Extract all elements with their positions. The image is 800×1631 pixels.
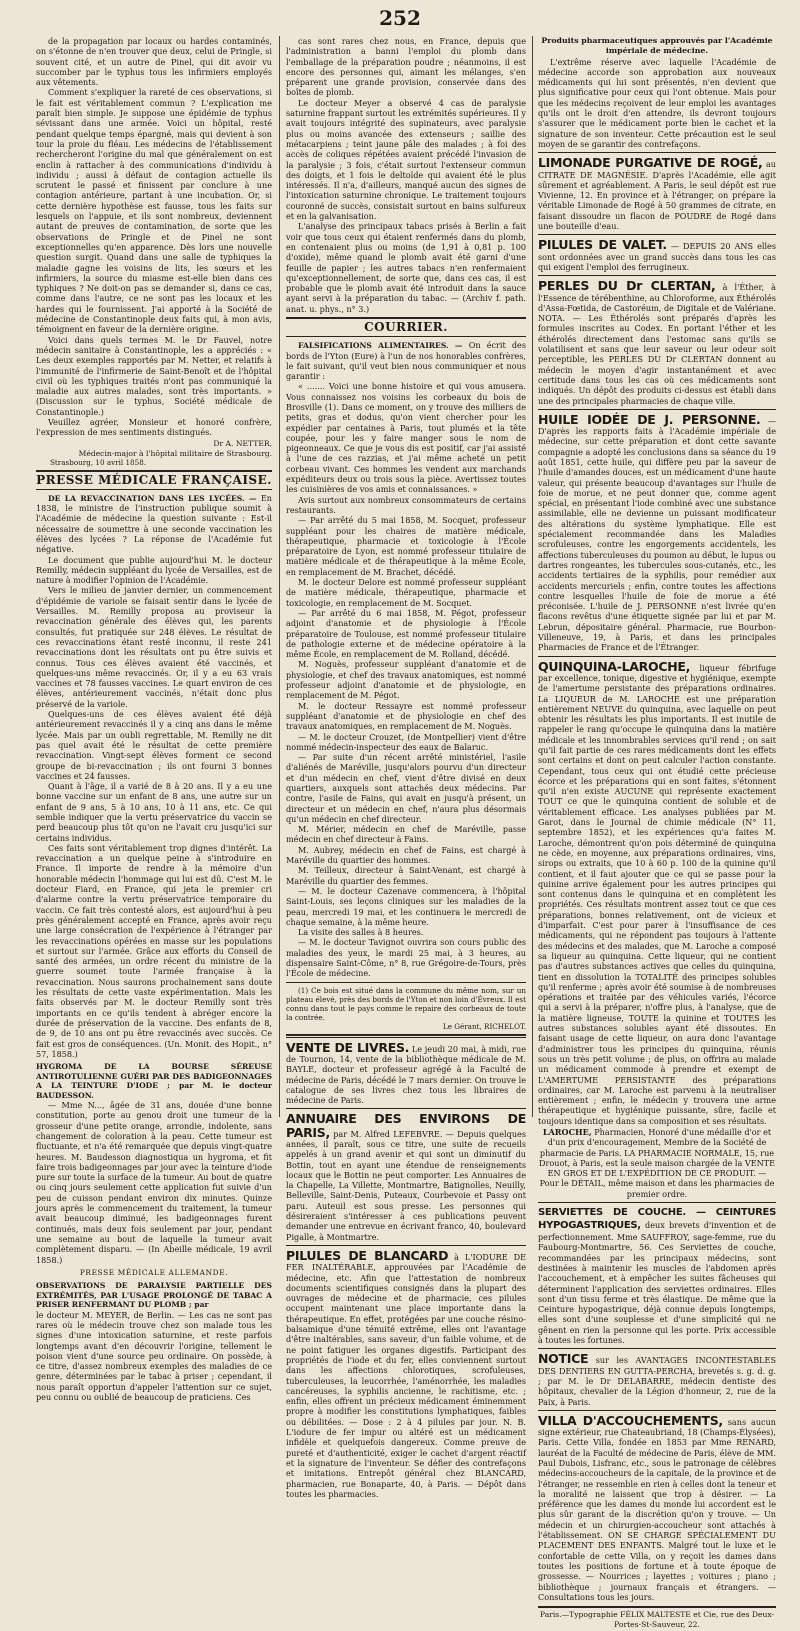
paragraph: M. le docteur Ressayre est nommé professeur suppléant d'anatomie et de physiologie en chef des travaux anatomiques, en remplacement de M. Noguès. <box>286 700 526 732</box>
paragraph: le docteur M. MEYER, de Berlin. — Les cas ne sont pas rares où le médecin trouve chez son malade tous les signes d'une intoxication saturnine, et reste parfois longtemps avant d'en découvrir l'origine, tellement le poison vient d'une source peu ordinaire. On possède, à ce titre, d'assez nombreux exemples des maladies de ce genre, déterminées par le tabac à priser ; cependant, il nous paraît opportun d'appeler l'attention sur ce sujet, peu connu ou oublié de beaucoup de praticiens. Ces <box>36 1309 272 1403</box>
paragraph: — M. le docteur Cazenave commencera, à l'hôpital Saint-Louis, ses leçons cliniques sur les maladies de la peau, mercredi 19 mai, et les continuera le mercredi de chaque semaine, à la même heure. <box>286 885 526 927</box>
page-number: 252 <box>379 6 421 30</box>
ad-huile-iodee <box>538 413 776 653</box>
ad-body: deux brevets d'invention et de perfectionnement. Mme SAUFFROY, sage-femme, rue du Faubourg-Montmartre, 56. Ces Serviettes de couche, recommandées par les principaux médecins, sont destinées à maintenir les muscles de l'abdomen après l'accouchement, et à empêcher les suites fâcheuses qui déterminent l'application des serviettes ordinaires. Elles sont d'un tissu ferme et très élastique. De même que la Ceinture hypogastrique, déjà connue depuis longtemps, elles sont d'une souplesse et d'une simplicité qui ne gênent en rien la personne qui les porte. Prix accessible à toutes les fortunes. <box>538 1220 777 1346</box>
observations-heading: OBSERVATIONS DE PARALYSIE PARTIELLE DES EXTRÉMITÉS, PAR L'USAGE PROLONGÉ DE TABAC A PRISER RENFERMANT DU PLOMB ; par <box>36 1281 272 1310</box>
middle-column <box>286 36 527 1499</box>
ad-heading: VENTE DE LIVRES. <box>286 1039 410 1055</box>
ad-quinquina-laroche <box>538 660 776 1126</box>
divider <box>538 152 776 153</box>
column-rule-left <box>279 36 280 1117</box>
footnote: (1) Ce bois est situé dans la commune du même nom, sur un plateau élevé, près des bords de l'Yton et non loin d'Évreux. Il est connu dans tout le pays comme le repaire des corbeaux de toute la contrée. <box>286 985 526 1022</box>
divider <box>538 275 776 276</box>
ad-body: — DEPUIS 20 ANS elles sont ordonnées avec un grand succès dans tous les cas qui exigent l'emploi des ferrugineux. <box>538 241 776 272</box>
ad-pilules-valet <box>538 238 776 272</box>
divider <box>538 409 776 410</box>
paragraph: Quant à l'âge, il a varié de 8 à 20 ans. Il y a eu une bonne vaccine sur un enfant de 8 ans, une autre sur un enfant de 9 ans, 5 à 10 ans, 10 à 11 ans, etc. Ce qui semble indiquer que la vertu préservatrice du vaccin se perd beaucoup plus tôt qu'on ne l'avait cru jusqu'ici sur certains individus. <box>36 781 272 843</box>
paragraph: — Par arrêté du 5 mai 1858, M. Socquet, professeur suppléant pour les chaires de matière médicale, thérapeutique, pharmacie et toxicologie à l'École préparatoire de Lyon, est nommé professeur titulaire de matière médicale et de thérapeutique à la même École, en remplacement de M. Brachet, décédé. <box>286 515 526 577</box>
signature: Dr A. NETTER, <box>213 438 272 448</box>
ad-annuaire <box>286 1112 526 1242</box>
revaccination-heading: DE LA REVACCINATION DANS LES LYCÉES. — <box>48 493 257 503</box>
paragraph: M. Mérier, médecin en chef de Maréville, passe médecin en chef directeur à Fains. <box>286 824 526 845</box>
gerant: Le Gérant, RICHELOT. <box>442 1021 526 1031</box>
ad-heading: LIMONADE PURGATIVE DE ROGÉ, <box>538 155 763 171</box>
right-column <box>538 36 777 1630</box>
paragraph: Le docteur Meyer a observé 4 cas de paralysie saturnine frappant surtout les extrémités supérieures. Il y avait toujours intégrité des supinateurs, avec paralysie plus ou moins avancée des extenseurs ; saillie des métacarpiens ; teint jaune pâle des malades ; à foi des accès de coliques répétées avaient précédé l'invasion de la paralysie ; 3 fois, c'était surtout l'extenseur commun des doigts, et 1 fois le deltoïde qui avaient été le plus intéressés. Il n'a, d'ailleurs, manqué aucun des signes de l'intoxication saturnine chronique. Le traitement toujours couronné de succès, consistait surtout en bains sulfureux et en la galvanisation. <box>286 97 526 222</box>
ad-perles-clertan <box>538 279 776 406</box>
section-title-presse-allemande: PRESSE MÉDICALE ALLEMANDE. <box>79 1267 229 1277</box>
ad-heading: VILLA D'ACCOUCHEMENTS, <box>538 1412 723 1428</box>
ad-body: par M. Alfred LEFEBVRE. — Depuis quelques années, il paraît, sous ce titre, une suite de recueils appelés à un grand avenir et qui sont un diminutif du Bottin, tout en ayant une étendue de renseignements locaux que le Bottin ne peut comporter. Les Annuaires de la Chapelle, La Villette, Montmartre, Batignolles, Neuilly, Belleville, Saint-Denis, Puteaux, Courbevoie et Passy ont paru. Auteuil est sous presse. Les personnes qui désireraient s'intéresser à ces publications peuvent demander une entrevue en écrivant franco, 40, boulevard Pigalle, à Montmartre. <box>286 1128 526 1242</box>
ad-serviettes <box>538 1206 776 1345</box>
ad-body: Le jeudi 20 mai, à midi, rue de Tournon, 14, vente de la bibliothèque médicale de M. BAYLE, docteur et professeur agrégé à la Faculté de médecine de Paris, décédé le 7 mars dernier. On trouve le catalogue de ses livres chez tous les libraires de médecine de Paris. <box>286 1043 527 1106</box>
paragraph: M. le docteur Delore est nommé professeur suppléant de matière médicale, thérapeutique, pharmacie et toxicologie, en remplacement de M. Socquet. <box>286 577 526 608</box>
column-rule-right <box>532 36 533 1117</box>
paragraph: M. Teilleux, directeur à Saint-Venant, est chargé à Maréville du quartier des femmes. <box>286 865 526 886</box>
ad-body: sur les AVANTAGES INCONTESTABLES DES DENTIERS EN GUTTA-PERCHA, brevetés s. g. d. g. ; par M. le Dr DELABARRE, médecin dentiste des hôpitaux, chevalier de la Légion d'honneur, 2, rue de la Paix, à Paris. <box>538 1355 776 1407</box>
ad-heading: ANNUAIRE DES ENVIRONS DE PARIS, <box>286 1111 526 1140</box>
paragraph: Comment s'expliquer la rareté de ces observations, si le fait est véritablement commun ? L'explication me paraît bien simple. Je suppose une épidémie de typhus sévissant dans une armée. Voici un hôpital, resté pendant quelque temps épargné, mais qui devient à son tour la proie du fléau. Les médecins de l'établissement rechercheront l'origine du mal que généralement on est enclin à rattacher à des communications d'individu à individu ; aussi à défaut de contagion actuelle ils scrutent le passé et finissent par conclure à une contagion antérieure, partant à une incubation. Or, si cette dernière hypothèse est fausse, tous les faits sur lesquels on l'appuie, et ils sont nombreux, deviennent autant de preuves de contamination, de sorte que les observations de Pringle et de Pinel ne sont exceptionnelles qu'en apparence. Dès lors une nouvelle question surgit. Quand dans une salle de typhiques la maladie gagne les voisins de lits, les sœurs et les infirmiers, la source du miasme est-elle bien dans ces typhiques ? Ne doit-on pas se demander si, dans ce cas, comme dans l'autre, ce ne sont pas les locaux et les hardes qui le fournissent. J'ai apporté à la Société de médecine de Constantinople deux faits qui, à mon avis, témoignent en faveur de la dernière origine. <box>36 87 272 335</box>
ad-body: — D'après les rapports faits à l'Académie impériale de médecine, sur cette préparation et dont cette savante compagnie a adopté les conclusions dans sa séance du 19 août 1851, cette huile, qui diffère peu par la saveur de l'huile d'amandes douces, est un médicament d'une haute valeur, qui présente beaucoup d'avantages sur l'huile de foie de morue, et ne peut donner que, comme agent spécial, en présentant l'iode combiné avec une substance assimilable, elle ne devienne un puissant modificateur des altérations du système lymphatique. Elle est spécialement recommandée dans les Maladies scrofuleuses, contre les engorgements accidentels, les affections tuberculeuses du poumon au début, le lupus ou dartres rongeantes, les tubercules sous-cutanés, etc., les accidents tertiaires de la syphilis, pour remédier aux accidents mercuriels ; enfin, contre toutes les affections contre lesquelles l'huile de foie de morue a été préconisée. L'huile de J. PERSONNE n'est livrée qu'en flacons revêtus d'une étiquette signée par lui et par M. Lebrun, dépositaire général. Pharmacie, rue Bourbon-Villeneuve, 19, à Paris, et dans les principales Pharmacies de France et de l'Étranger. <box>538 415 776 653</box>
ad-body: à l'Éther, à l'Essence de térébenthine, au Chloroforme, aux Éthérolés d'Assa-Fœtida, de Castoréum, de Digitale et de Valériane. NOTA. — Les Éthérolés sont préparés d'après les formules inscrites au Codex. En portant l'éther et les éthérolés directement dans l'estomac sans qu'ils se volatilisent et sans que leur saveur ou leur odeur soit perceptible, les PERLES DU Dr CLERTAN donnent au médecin le moyen d'agir instantanément et avec certitude dans tous les cas où ces médicaments sont indiqués. Un dépôt des produits ci-dessus est établi dans une des principales pharmacies de chaque ville. <box>538 282 777 406</box>
divider <box>538 1202 776 1203</box>
paragraph: de la propagation par locaux ou hardes contaminés, on s'étonne de n'en trouver que deux, celui de Pringle, si souvent cité, et un autre de Pinel, qui dit avoir vu succomber par le typhus tous les infirmiers employés aux vêtements. <box>36 36 272 88</box>
divider <box>538 1348 776 1349</box>
paragraph: Quelques-uns de ces élèves avaient été déjà antérieurement revaccinés il y a cinq ans dans le même lycée. Mais par un oubli regrettable, M. Remilly ne dit pas quel avait été le résultat de cette première revaccination. Vingt-sept élèves forment ce second groupe de bi-revaccination ; ils ont fourni 3 bonnes vaccines et 24 fausses. <box>36 709 272 781</box>
ad-body: au CITRATE DE MAGNÉSIE. D'après l'Académie, elle agit sûrement et agréablement. A Paris, le seul dépôt est rue Vivienne, 12. En province et à l'étranger, on prépare la véritable Limonade de Rogé à 50 grammes de citrate, en faisant dissoudre un flacon de POUDRE de Rogé dans une bouteille d'eau. <box>538 159 776 232</box>
paragraph: La visite des salles à 8 heures. <box>298 927 424 938</box>
ad-pilules-blancard <box>286 1249 526 1499</box>
paragraph: — Par arrêté du 6 mai 1858, M. Pégot, professeur adjoint d'anatomie et de physiologie à l'École préparatoire de Toulouse, est nommé professeur titulaire de pathologie externe et de médecine opératoire à la même École, en remplacement de M. Rolland, décédé. <box>286 607 526 660</box>
hygroma-heading: HYGROMA DE LA BOURSE SÉREUSE ANTIROTULIENNE GUÉRI PAR DES BADIGEONNAGES A LA TEINTURE D'IODE ; par M. le docteur BAUDESSON. <box>36 1062 272 1100</box>
ad-laroche-pharmacien <box>538 1127 776 1199</box>
paragraph: — M. le docteur Tavignot ouvrira son cours public des maladies des yeux, le mardi 25 mai, à 3 heures, au dispensaire Saint-Côme, n° 8, rue Grégoire-de-Tours, près l'École de médecine. <box>286 937 526 979</box>
ad-heading: LAROCHE, <box>542 1126 592 1137</box>
ad-heading: NOTICE <box>538 1351 589 1367</box>
paragraph: — M. le docteur Crouzet, (de Montpellier) vient d'être nommé médecin-inspecteur des eaux de Balaruc. <box>286 731 526 752</box>
ad-heading: PILULES DE VALET. <box>538 237 667 253</box>
divider <box>286 1245 526 1246</box>
ad-villa-accouchements <box>538 1414 776 1602</box>
ad-body: sans aucun signe extérieur, rue Chateaubriand, 18 (Champs-Élysées), Paris. Cette Villa, fondée en 1853 par Mme RENARD, lauréat de la Faculté de médecine de Paris, élève de MM. Paul Dubois, Lisfranc, etc., sous le patronage de célèbres médecins-accoucheurs de la capitale, de la province et de l'étranger, ne ressemble en rien à celles dont la teneur et la moralité ne laissent que trop à désirer. — La préférence que les dames du monde lui accordent est le plus sûr garant de la discrétion qu'on y trouve. — Un médecin et un chirurgien-accoucheur sont attachés à l'établissement. ON SE CHARGE SPÉCIALEMENT DU PLACEMENT DES ENFANTS. Malgré tout le luxe et le confortable de cette Villa, on y reçoit les dames dans toutes les positions de fortune et à toute époque de grossesse. — Nourrices ; layettes ; voitures ; piano ; bibliothèque ; journaux français et étrangers. — Consultations tous les jours. <box>538 1416 777 1602</box>
divider <box>286 1108 526 1109</box>
paragraph: L'analyse des principaux tabacs prisés à Berlin a fait voir que tous ceux qui étaient renfermés dans du plomb, en contenaient plus ou moins (de 1,91 à 0,81 p. 100 d'oxide), même quand le plomb avait été garni d'une feuille de papier ; les autres tabacs n'en renfermaient qu'exceptionnellement, de sorte que, dans ces cas, il est probable que le plomb avait été introduit dans la sauce ayant servi à la préparation du tabac. — (Archiv f. path. anat. u. phys., n° 3.) <box>286 221 526 314</box>
section-title-presse-francaise: PRESSE MÉDICALE FRANÇAISE. <box>36 470 272 490</box>
paragraph: Avis surtout aux nombreux consommateurs de certains restaurants. <box>286 494 526 515</box>
paragraph: Ces faits sont véritablement trop dignes d'intérêt. La revaccination a un quelque peine à s'introduire en France. Il importe de rendre à la mémoire d'un honorable médecin l'hommage qui lui est dû. C'est M. le docteur Fiard, en France, qui jeta le premier cri d'alarme contre la vertu préservatrice temporaire du vaccin. Ce fait très contesté alors, est aujourd'hui à peu près généralement accepté en France, après avoir reçu une large consécration de l'expérience à l'étranger par les revaccinations opérées en masse sur les populations et surtout sur l'armée. Grâce aux efforts du Conseil de santé des armées, un ordre récent du ministre de la guerre soumet toute l'armée française à la revaccination. Nous saurons prochainement sans doute les résultats de cette vaste expérimentation. Mais les faits observés par M. le docteur Remilly sont très importants en ce qu'ils tendent à abréger encore la durée de préservation de la vaccine. Des enfants de 8, de 9, de 10 ans ont pu être revaccinés avec succès. Ce fait est gros de conséquences. (Un. Monit. des Hopit., n° 57, 1858.) <box>36 842 272 1059</box>
paragraph: On écrit des bords de l'Yton (Eure) à l'un de nos honorables confrères, le fait suivant, qu'il veut bien nous communiquer et nous garantir : <box>286 340 527 382</box>
signature-title: Médecin-major à l'hôpital militaire de Strasbourg. <box>78 448 272 458</box>
notice-body: L'extrême réserve avec laquelle l'Académie de médecine accorde son approbation aux nouveaux médicaments qui lui sont présentés, n'en devient que plus significative pour ceux qui l'ont obtenue. Mais pour que les médecins reçoivent de leur emploi les avantages qu'ils ont le droit d'en attendre, ils devront toujours s'assurer que le médicament porte bien le cachet et la signature de son inventeur. Cette précaution est le seul moyen de se garantir des contrefaçons. <box>538 56 776 149</box>
ad-heading: PERLES DU Dr CLERTAN, <box>538 278 716 294</box>
paragraph: Vers le milieu de janvier dernier, un commencement d'épidémie de variole se faisait sentir dans le lycée de Versailles. M. Remilly proposa au proviseur la revaccination générale des élèves qui, les parents consultés, fut pratiquée sur 248 élèves. Le résultat de ces revaccinations étant resté inconnu, il reste 241 revaccinations dont les résultats ont pu être suivis et connus. Tous ces élèves avaient été vaccinés, et quelques-uns même revaccinés. Or, il y a eu 63 vrais vaccines et 78 fausses vaccines. Le quart environ de ces élèves, antérieurement vaccinés, n'était donc plus préservé de la variole. <box>36 585 272 709</box>
left-column <box>36 36 272 1403</box>
paragraph: — Par suite d'un récent arrêté ministériel, l'asile d'aliénés de Maréville, jusqu'alors pourvu d'un directeur et d'un médecin en chef, vient d'être divisé en deux quartiers, auxquels sont attachés deux médecins. Par contre, l'asile de Fains, qui avait en jusqu'à présent, un directeur et un médecin en chef, n'aura plus désormais qu'un médecin en chef directeur. <box>286 752 526 824</box>
ad-notice-dentiers <box>538 1352 776 1406</box>
ad-heading: SERVIETTES DE COUCHE. — CEINTURES HYPOGASTRIQUES, <box>538 1207 776 1232</box>
falsifications-heading: FALSIFICATIONS ALIMENTAIRES. — <box>298 341 463 351</box>
divider <box>286 982 526 983</box>
place-date: Strasbourg, 10 avril 1858. <box>50 457 147 467</box>
paragraph: M. Aubrey, médecin en chef de Fains, est chargé à Maréville du quartier des hommes. <box>286 844 526 866</box>
imprint: Paris.—Typographie FÉLIX MALTESTE et Cie, rue des Deux-Portes-St-Sauveur, 22. <box>538 1606 776 1631</box>
ad-heading: QUINQUINA-LAROCHE, <box>538 658 691 674</box>
paragraph: Voici dans quels termes M. le Dr Fauvel, notre médecin sanitaire à Constantinople, les a appréciés : « Les deux exemples rapportés par M. Netter, et relatifs à l'immunité de l'infirmerie de Saint-Benoît et de l'hôpital civil où les typhiques traités n'ont pas communiqué la maladie aux autres malades, sont très importants. » (Discussion sur le typhus, Société médicale de Constantinople.) <box>36 334 272 417</box>
paragraph: Le document que publie aujourd'hui M. le docteur Remilly, médecin suppléant du lycée de Versailles, est de nature à modifier l'opinion de l'Académie. <box>36 554 272 586</box>
ad-body: liqueur fébrifuge par excellence, tonique, digestive et hygiénique, exempte de l'amertume persistante des préparations ordinaires. La LIQUEUR de M. LAROCHE est une préparation entièrement NEUVE du quinquina, avec laquelle on peut obtenir les résultats les plus importants. Il est inutile de rappeler le rang qu'occupe le quinquina dans la matière médicale et les innombrables services qu'il rend ; on sait qu'il fait partie de ces rares médicaments dont les effets sont certains et dont on peut calculer l'action constante. Cependant, tous ceux qui ont étudié cette précieuse écorce et les préparations qui en sont faites, s'étonnent qu'il n'en existe AUCUNE qui représente exactement TOUT ce que le quinquina contient de soluble et de véritablement efficace. Les analyses publiées par M. Garot, dans le Journal de chimie médicale (N° 11, septembre 1852), et les expériences qu'a faites M. Laroche, démontrent qu'on pois déterminé de quinquina ne cède, en moyenne, aux préparations ordinaires, vins, sirops ou extraits, que 10 à 60 p. 100 de la quinine qu'il contient, et il faut ajouter que ce qui se passe pour la quinine arrive également pour les autres principes qui sont contenus dans le quinquina et en complètent les propriétés. Ces résultats montrent assez tout ce que ces préparations, bonnes relativement, ont de vicieux et d'imparfait. C'est pour parer à l'insuffisance de ces médicaments, qui ne répondent pas toujours à l'attente des médecins et des malades, que M. Laroche a composé sa liqueur au quinquina. Cette liqueur, qui ne contient pas d'autres substances actives que celles du quinquina, tient en dissolution la TOTALITÉ des principes solubles qu'il renferme ; après avoir été soumise à de nombreuses opérations et traitée par des véhicules variés, l'écorce qui a servi à la préparer, n'offre plus, à l'analyse, que de la matière ligneuse, TOUTE la quinine et TOUTES les autres substances solubles ayant été dissoutes. En faisant usage de cette liqueur, on aura donc l'avantage d'administrer tous les principes du quinquina, réunis sous un très petit volume ; de plus, on offrira au malade un médicament commode à prendre et exempt de L'AMERTUME PERSISTANTE des préparations ordinaires, car M. Laroche est parvenu à la neutraliser entièrement ; enfin, le médecin y trouvera une arme thérapeutique et hygiénique puissante, sûre, facile et toujours identique dans sa composition et ses résultats. <box>538 662 777 1126</box>
ad-heading: PILULES DE BLANCARD <box>286 1247 449 1263</box>
ad-limonade-roge <box>538 156 776 231</box>
divider <box>538 1410 776 1411</box>
paragraph: En 1838, le ministre de l'instruction publique soumit à l'Académie de médecine la question suivante : Est-il nécessaire de soumettre à une seconde vaccination les élèves des lycées ? La réponse de l'Académie fut négative. <box>36 492 272 555</box>
paragraph: « ....... Voici une bonne histoire et qui vous amusera. Vous connaissez nos voisins les corbeaux du bois de Brosville (1). Dans ce moment, on y trouve des milliers de petits, gras et dodus, qu'on vient chercher pour les expédier par centaines à Paris, tout plumés et la tête coupée, pour les y faire manger sous le nom de pigeonneaux. Ce que je vous dis est positif, car j'ai assisté à l'une de ces razzias, et j'ai même acheté un petit corbeau vivant. Ces hommes les vendent aux marchands expéditeurs deux ou trois sous la pièce. Avertissez toutes les cuisinières de vos amis et connaissances. » <box>286 381 526 495</box>
paragraph: Veuillez agréer, Monsieur et honoré confrère, l'expression de mes sentiments distingués. <box>36 416 272 438</box>
section-title-courrier: COURRIER. <box>286 317 526 337</box>
notice-title: Produits pharmaceutiques approuvés par l'Académie impériale de médecine. <box>541 36 773 56</box>
divider <box>538 234 776 235</box>
divider <box>286 1034 526 1038</box>
ad-body: à L'IODURE DE FER INALTÉRABLE, approuvées par l'Académie de médecine, etc. Afin que l'attestation de nombreux documents scientifiques consignés dans la plupart des ouvrages de médecine et de pharmacie, ces pilules occupent maintenant une place importante dans la thérapeutique. En effet, protégées par une couche résino-balsamique d'une ténuité extrême, elles ont l'avantage d'être inaltérables, sans saveur, d'un faible volume, et de ne point fatiguer les organes digestifs. Participant des propriétés de l'iode et du fer, elles conviennent surtout dans les affections chlorotiques, scrofuleuses, tuberculeuses, la leucorrhée, l'aménorrhée, les maladies cancéreuses, la syphilis ancienne, le rachitisme, etc. ; enfin, elles offrent un précieux médicament éminemment propre à modifier les constitutions lymphatiques, faibles ou débilitées. — Dose : 2 à 4 pilules par jour. N. B. L'iodure de fer impur ou altéré est un médicament infidèle et quelquefois dangereux. Comme preuve de pureté et d'authenticité, exiger le cachet d'argent réactif et la signature de l'inventeur. Se défier des contrefaçons et imitations. Entrepôt général chez BLANCARD, pharmacien, rue Bonaparte, 40, à Paris. — Dépôt dans toutes les pharmacies. <box>286 1251 527 1499</box>
ad-heading: HUILE IODÉE DE J. PERSONNE. <box>538 411 761 427</box>
paragraph: — Mme N..., âgée de 31 ans, douée d'une bonne constitution, porte au genou droit une tumeur de la grosseur d'une petite orange, arrondie, indolente, sans changement de coloration à la peau. Cette tumeur est fluctuante, et n'a été remarquée que depuis vingt-quatre heures. M. Baudesson diagnostiqua un hygroma, et fit faire trois badigeonnages par jour avec la teinture d'iode pure sur toute la surface de la tumeur. Au bout de quatre ou cinq jours seulement cette application fut suivie d'un peu de cuisson pendant environ dix minutes. Quinze jours après le commencement du traitement, la tumeur avait beaucoup diminué, les badigeonnages furent continués, mais deux fois seulement par jour, pendant une semaine au bout de laquelle la tumeur avait complètement disparu. — (In Abeille médicale, 19 avril 1858.) <box>36 1100 272 1265</box>
divider <box>538 656 776 657</box>
ad-body: Pharmacien, Honoré d'une médaille d'or et d'un prix d'encouragement, Membre de la Société de pharmacie de Paris. LA PHARMACIE NORMALE, 15, rue Drouot, à Paris, est la seule maison chargée de la VENTE EN GROS ET DE L'EXPÉDITION DE CE PRODUIT. — Pour le DÉTAIL, même maison et dans les pharmacies de premier ordre. <box>539 1126 775 1199</box>
paragraph: cas sont rares chez nous, en France, depuis que l'administration a banni l'emploi du plomb dans l'emballage de la préparation poudre ; néanmoins, il est encore des personnes qui, aimant les mélanges, s'en préparent une grande provision, conservée dans des boîtes de plomb. <box>286 36 526 98</box>
paragraph: M. Noguès, professeur suppléant d'anatomie et de physiologie, et chef des travaux anatomiques, est nommé professeur adjoint d'anatomie et de physiologie, en remplacement de M. Pégot. <box>286 659 526 701</box>
ad-vente-de-livres <box>286 1041 526 1106</box>
